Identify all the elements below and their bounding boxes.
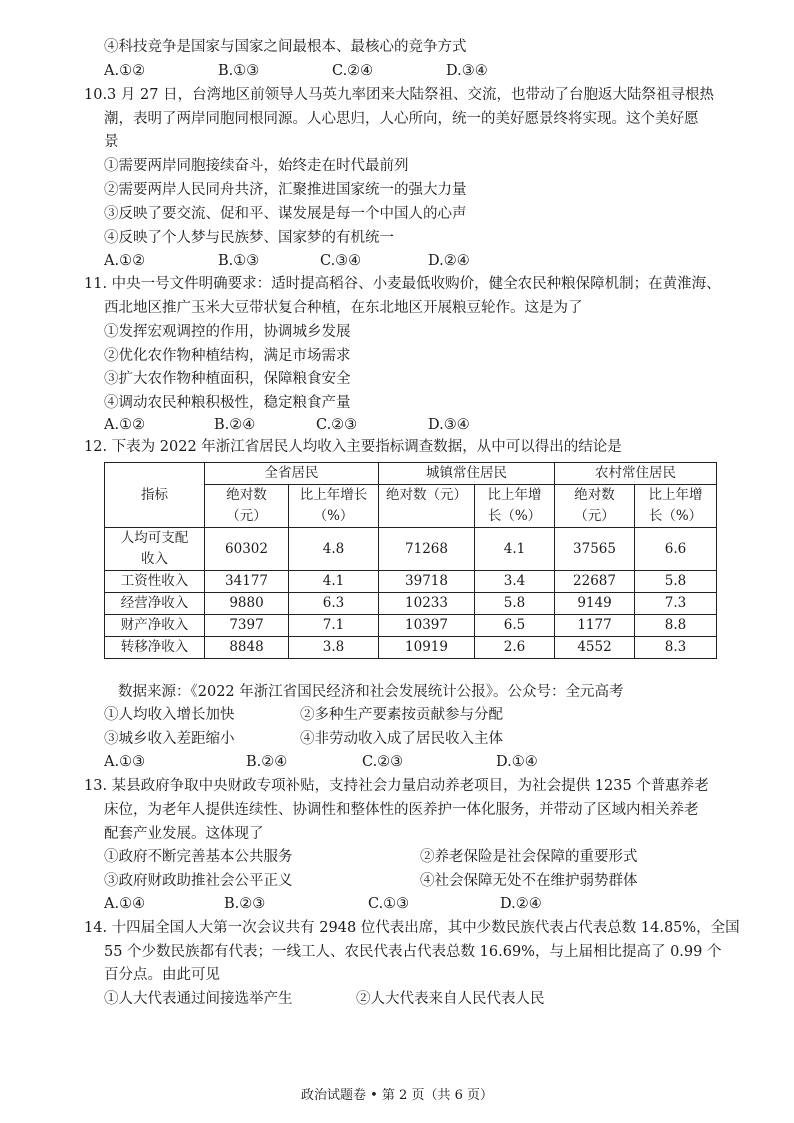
q13-stem-line-1: 13. 某县政府争取中央财政专项补贴，支持社会力量启动养老项目，为社会提供 1235 个普惠养老 [84,778,709,794]
row-label: 工资性收入 [105,571,205,593]
table-cell: 4.1 [475,528,555,571]
q13-stem-line-2: 床位，为老年人提供连续性、协调性和整体性的医养护一体化服务，并带动了区域内相关养老 [104,802,699,818]
q11-item-4: ④调动农民种粮积极性，稳定粮食产量 [104,395,351,411]
q11-option-a: A.①② [104,417,146,433]
q14-stem-line-1: 14. 十四届全国人大第一次会议共有 2948 位代表出席，其中少数民族代表占代表总数 14.85%，全国 [84,920,740,936]
q11-options [104,414,704,436]
table-cell: 2.6 [475,637,555,659]
q14-item-1: ①人大代表通过间接选举产生 [104,991,293,1007]
q12-source: 数据来源：《2022 年浙江省国民经济和社会发展统计公报》。公众号：全元高考 [118,684,624,700]
q12-option-c: C.②③ [362,754,404,770]
q10-stem-line-2: 潮，表明了两岸同胞同根同源。人心思归，人心所向，统一的美好愿景终将实现。这个美好愿 [104,111,699,127]
row-label: 转移净收入 [105,637,205,659]
q14-stem-line-3: 百分点。由此可见 [104,967,220,983]
q12-stem: 12. 下表为 2022 年浙江省居民人均收入主要指标调查数据，从中可以得出的结论是 [84,439,622,455]
q10-item-2: ②需要两岸人民同舟共济，汇聚推进国家统一的强大力量 [104,182,467,198]
q13-option-c: C.①③ [368,896,410,912]
table-cell: 5.8 [635,571,717,593]
table-row [105,571,717,593]
q11-option-d: D.③④ [428,417,470,433]
table-row [105,528,717,571]
q10-option-d: D.②④ [428,253,470,269]
income-table [104,462,717,659]
group-header-urban: 城镇常住居民 [379,463,555,485]
table-header-row-1 [105,463,717,485]
q14-item-2: ②人大代表来自人民代表人民 [356,991,545,1007]
q9-option-d: D.③④ [446,63,488,79]
table-cell: 3.8 [289,637,379,659]
q12-item-2: ②多种生产要素按贡献参与分配 [300,707,503,723]
sub-header-cell: 绝对数 （元） [205,485,289,528]
q9-item-4: ④科技竞争是国家与国家之间最根本、最核心的竞争方式 [104,39,467,55]
table-cell: 7.1 [289,615,379,637]
table-cell: 8.8 [635,615,717,637]
indicator-header: 指标 [105,463,205,528]
sub-header-cell: 绝对数 （元） [555,485,635,528]
q12-option-d: D.①④ [496,754,538,770]
table-cell: 4552 [555,637,635,659]
sub-header-cell: 比上年增 长（%） [475,485,555,528]
q13-item-2: ②养老保险是社会保障的重要形式 [420,849,638,865]
q9-options [104,60,704,82]
table-cell: 7.3 [635,593,717,615]
table-cell: 3.4 [475,571,555,593]
q10-options [104,250,704,272]
table-cell: 60302 [205,528,289,571]
table-cell: 10397 [379,615,475,637]
table-row [105,637,717,659]
table-cell: 10233 [379,593,475,615]
table-cell: 7397 [205,615,289,637]
table-cell: 9149 [555,593,635,615]
q10-option-c: C.③④ [320,253,362,269]
table-cell: 4.1 [289,571,379,593]
q12-option-b: B.②④ [246,754,288,770]
q10-stem-line-3: 景 [104,134,119,150]
q10-item-4: ④反映了个人梦与民族梦、国家梦的有机统一 [104,230,394,246]
table-cell: 8.3 [635,637,717,659]
q11-stem-line-2: 西北地区推广玉米大豆带状复合种植，在东北地区开展粮豆轮作。这是为了 [104,300,583,316]
q13-stem-line-3: 配套产业发展。这体现了 [104,826,264,842]
table-cell: 71268 [379,528,475,571]
q13-options [104,893,704,915]
page-footer: 政治试题卷 • 第 2 页（共 6 页） [300,1088,493,1103]
q12-item-4: ④非劳动收入成了居民收入主体 [300,731,503,747]
table-cell: 6.5 [475,615,555,637]
group-header-province: 全省居民 [205,463,379,485]
q9-option-c: C.②④ [332,63,374,79]
q12-option-a: A.①③ [104,754,146,770]
row-label: 财产净收入 [105,615,205,637]
q12-options [104,751,704,773]
q9-option-a: A.①② [104,63,146,79]
q11-item-3: ③扩大农作物种植面积，保障粮食安全 [104,371,351,387]
q10-stem-line-1: 10.3 月 27 日，台湾地区前领导人马英九率团来大陆祭祖、交流，也带动了台胞返大陆祭祖寻根热 [84,87,715,103]
table-cell: 6.6 [635,528,717,571]
q9-option-b: B.①③ [218,63,260,79]
q10-item-1: ①需要两岸同胞接续奋斗，始终走在时代最前列 [104,158,409,174]
q13-option-d: D.②④ [500,896,542,912]
q10-item-3: ③反映了要交流、促和平、谋发展是每一个中国人的心声 [104,206,467,222]
q14-stem-line-2: 55 个少数民族都有代表；一线工人、农民代表占代表总数 16.69%，与上届相比提高了 0.99 个 [104,944,722,960]
sub-header-cell: 比上年增长 （%） [289,485,379,528]
q11-option-b: B.②④ [214,417,256,433]
q13-item-1: ①政府不断完善基本公共服务 [104,849,293,865]
q11-item-2: ②优化农作物种植结构，满足市场需求 [104,348,351,364]
table-cell: 8848 [205,637,289,659]
table-cell: 6.3 [289,593,379,615]
table-cell: 37565 [555,528,635,571]
table-row [105,615,717,637]
q10-option-b: B.①③ [218,253,260,269]
q11-option-c: C.②③ [316,417,358,433]
q12-item-3: ③城乡收入差距缩小 [104,731,235,747]
q12-item-1: ①人均收入增长加快 [104,707,235,723]
q10-option-a: A.①② [104,253,146,269]
sub-header-cell: 绝对数（元） [379,485,475,528]
table-row [105,593,717,615]
group-header-rural: 农村常住居民 [555,463,717,485]
table-cell: 22687 [555,571,635,593]
table-cell: 1177 [555,615,635,637]
table-cell: 9880 [205,593,289,615]
q11-stem-line-1: 11. 中央一号文件明确要求：适时提高稻谷、小麦最低收购价，健全农民种粮保障机制；在黄淮海、 [84,276,721,292]
q13-item-3: ③政府财政助推社会公平正义 [104,873,293,889]
row-label: 人均可支配 收入 [105,528,205,571]
table-cell: 34177 [205,571,289,593]
q13-item-4: ④社会保障无处不在维护弱势群体 [420,873,638,889]
q13-option-b: B.②③ [224,896,266,912]
q13-option-a: A.①④ [104,896,146,912]
sub-header-cell: 比上年增 长（%） [635,485,717,528]
table-cell: 5.8 [475,593,555,615]
table-cell: 10919 [379,637,475,659]
q11-item-1: ①发挥宏观调控的作用，协调城乡发展 [104,324,351,340]
row-label: 经营净收入 [105,593,205,615]
table-cell: 4.8 [289,528,379,571]
table-cell: 39718 [379,571,475,593]
